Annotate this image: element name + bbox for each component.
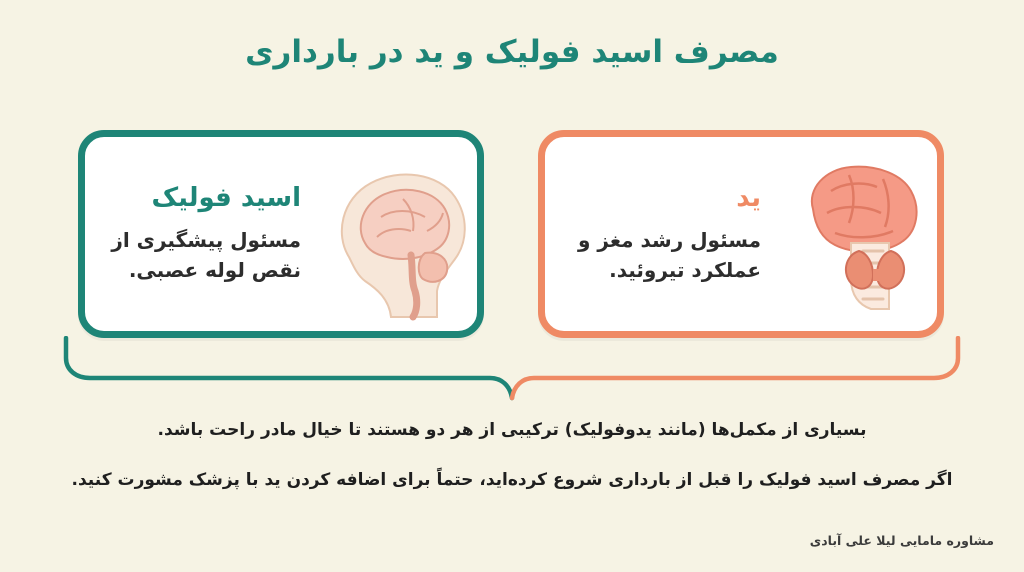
card-folic-acid-inner [85,137,477,331]
card-folic-acid-body: مسئول پیشگیری از نقص لوله عصبی. [111,227,301,282]
page-title: مصرف اسید فولیک و ید در بارداری [245,34,779,70]
note-line-2: اگر مصرف اسید فولیک را قبل از بارداری شروع کرده‌اید، حتماً برای اضافه کردن ید با پزشک مشورت کنید. [71,470,953,490]
note-line-1: بسیاری از مکمل‌ها (مانند یدوفولیک) ترکیبی از هر دو هستند تا خیال مادر راحت باشد. [157,420,867,440]
card-iodine [538,130,944,338]
card-iodine-text [545,183,779,284]
bracket-connector [60,336,964,404]
card-folic-acid-heading: اسید فولیک [151,183,301,214]
card-iodine-heading: ید [736,183,761,214]
card-iodine-inner [545,137,937,331]
card-folic-acid-text [85,183,319,284]
card-iodine-body: مسئول رشد مغز و عملکرد تیروئید. [578,227,761,282]
brain-sagittal-icon [319,139,477,329]
card-folic-acid [78,130,484,338]
brain-thyroid-icon [779,139,937,329]
credit-line: مشاوره مامایی لیلا علی آبادی [809,533,994,548]
